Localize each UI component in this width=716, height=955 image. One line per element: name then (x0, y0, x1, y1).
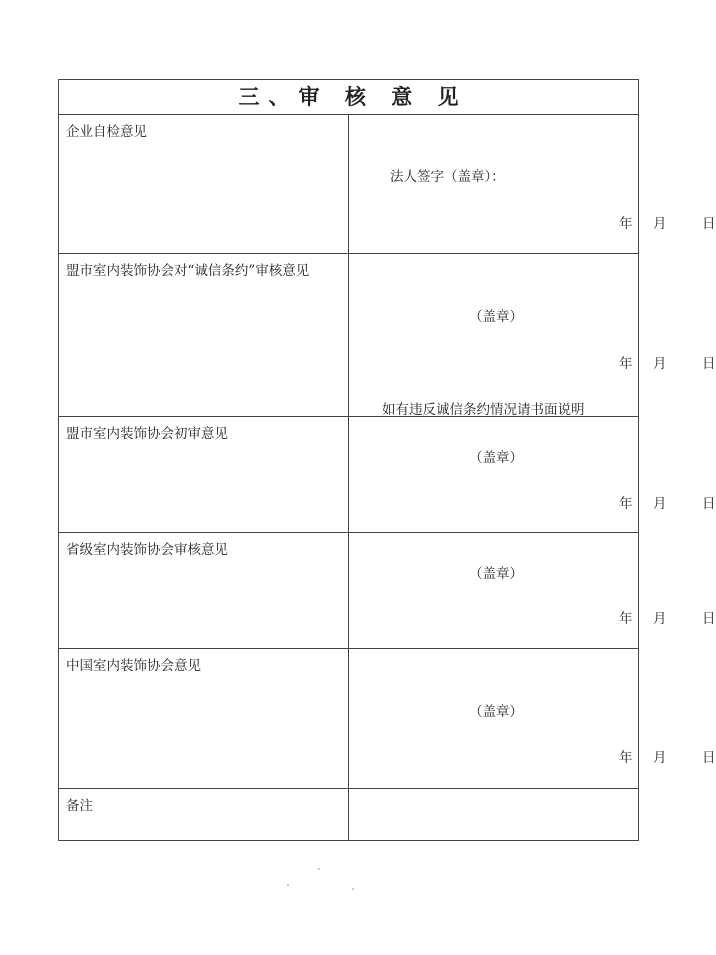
provincial-review-label-cell (59, 533, 349, 649)
remarks-label: 备注 (66, 798, 93, 814)
date-year: 年 (619, 356, 633, 372)
self-inspection-label: 企业自检意见 (66, 124, 147, 140)
seal-label: （盖章） (469, 566, 523, 582)
legal-rep-signature-label: 法人签字（盖章）： (390, 169, 505, 185)
section-title: 三、审 核 意 见 (238, 84, 468, 109)
self-inspection-row (59, 115, 639, 254)
remarks-row (59, 789, 639, 841)
self-inspection-content[interactable] (349, 115, 716, 254)
scan-speck (352, 888, 354, 890)
date-month: 月 (653, 750, 667, 766)
date-month: 月 (653, 356, 667, 372)
date-year: 年 (619, 496, 633, 512)
preliminary-review-label-cell (59, 417, 349, 533)
remarks-label-cell (59, 789, 349, 841)
table-title-cell (59, 80, 639, 115)
national-review-row (59, 649, 639, 789)
provincial-review-label: 省级室内装饰协会审核意见 (66, 542, 228, 558)
date-day: 日 (702, 216, 716, 232)
violation-note: 如有违反诚信条约情况请书面说明 (382, 402, 585, 418)
provincial-review-row (59, 533, 639, 649)
date-month: 月 (653, 216, 667, 232)
date-day: 日 (702, 750, 716, 766)
date-year: 年 (619, 750, 633, 766)
date-day: 日 (702, 356, 716, 372)
integrity-review-content[interactable] (349, 254, 716, 418)
seal-label: （盖章） (469, 704, 523, 720)
review-opinion-table (58, 79, 716, 841)
national-review-label: 中国室内装饰协会意见 (66, 658, 201, 674)
remarks-content[interactable] (349, 789, 639, 841)
integrity-review-row (59, 254, 639, 417)
national-review-label-cell (59, 649, 349, 789)
integrity-review-label-cell (59, 254, 349, 417)
national-review-content[interactable] (349, 649, 716, 789)
integrity-review-label: 盟市室内装饰协会对“诚信条约”审核意见 (66, 263, 310, 279)
preliminary-review-label: 盟市室内装饰协会初审意见 (66, 426, 228, 442)
date-month: 月 (653, 611, 667, 627)
scan-speck (287, 884, 289, 886)
preliminary-review-content[interactable] (349, 417, 716, 533)
seal-label: （盖章） (469, 450, 523, 466)
date-month: 月 (653, 496, 667, 512)
seal-label: （盖章） (469, 309, 523, 325)
date-day: 日 (702, 496, 716, 512)
provincial-review-content[interactable] (349, 533, 716, 649)
self-inspection-label-cell (59, 115, 349, 254)
date-year: 年 (619, 216, 633, 232)
date-year: 年 (619, 611, 633, 627)
scan-speck (318, 868, 320, 870)
preliminary-review-row (59, 417, 639, 533)
date-day: 日 (702, 611, 716, 627)
